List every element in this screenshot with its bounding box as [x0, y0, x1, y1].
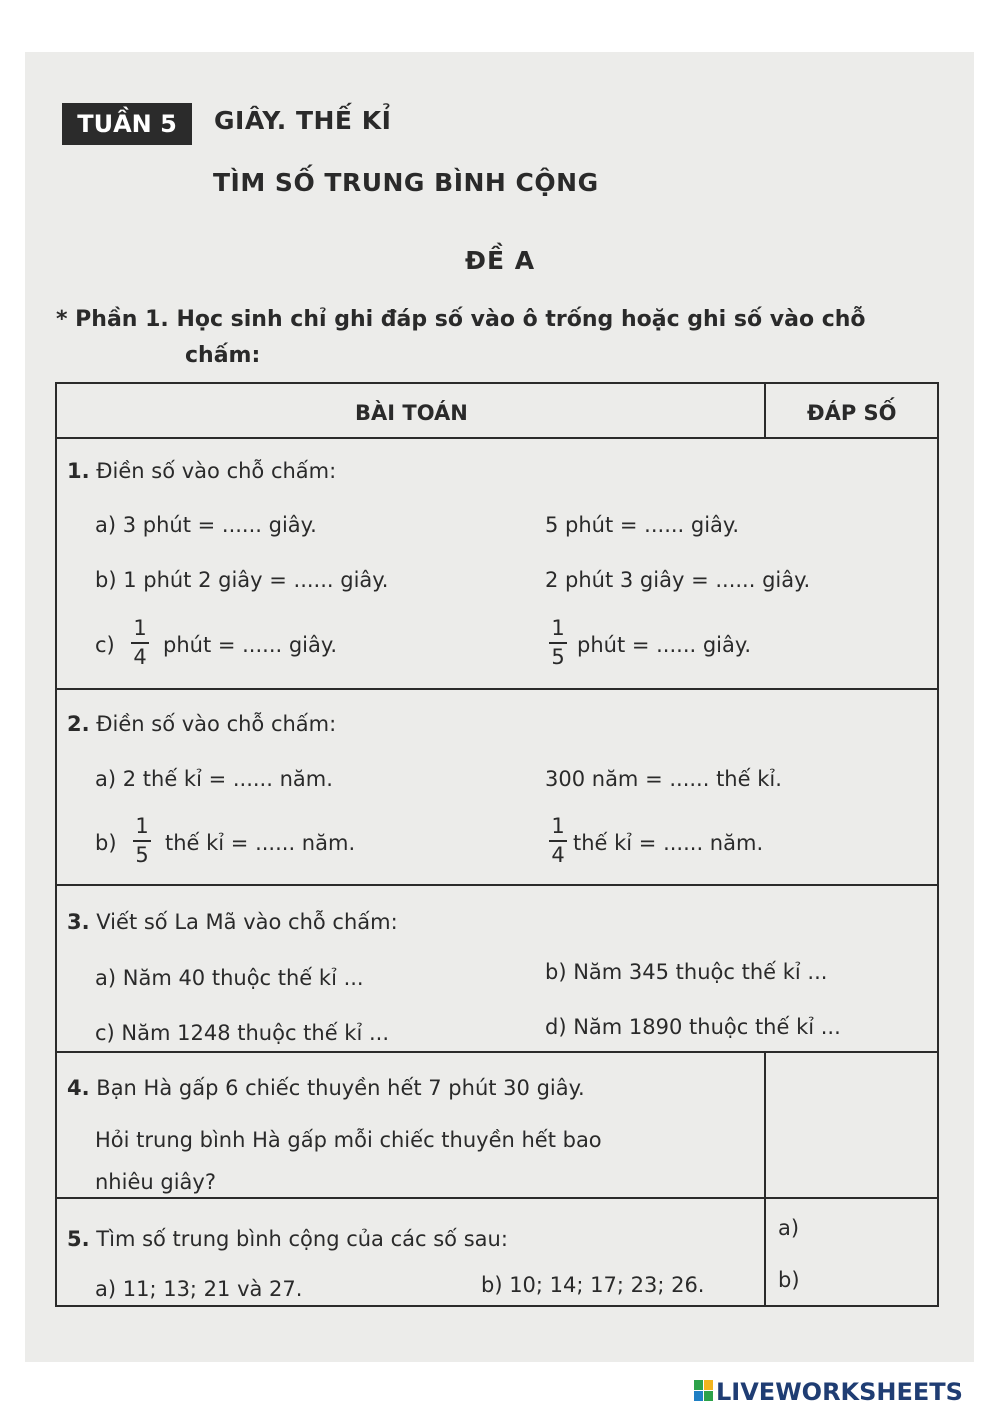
q5b: b) 10; 14; 17; 23; 26. [481, 1273, 705, 1297]
q4-line-3: nhiêu giây? [95, 1170, 216, 1194]
column-header-problem: BÀI TOÁN [355, 401, 468, 425]
q2b-fraction: 1 5 [131, 816, 153, 869]
q2-title: 2. Điền số vào chỗ chấm: [67, 712, 337, 736]
q2b-right-fraction: 1 4 [547, 816, 569, 869]
q2b-left-text: thế kỉ = ...... năm. [165, 831, 356, 855]
q1a-left: a) 3 phút = ...... giây. [95, 513, 317, 537]
q2b-label: b) [95, 831, 117, 855]
table-header-divider [57, 437, 937, 439]
q1c-right-fraction: 1 5 [547, 618, 569, 671]
answer-column-divider [764, 1051, 766, 1307]
column-header-answer: ĐÁP SỐ [807, 401, 897, 425]
q1c-fraction: 1 4 [129, 618, 151, 671]
q1-title: 1. Điền số vào chỗ chấm: [67, 459, 337, 483]
liveworksheets-logo-text: LIVEWORKSHEETS [716, 1378, 963, 1406]
part1-instruction: * Phần 1. Học sinh chỉ ghi đáp số vào ô trống hoặc ghi số vào chỗ [56, 307, 866, 332]
week-badge: TUẦN 5 [62, 103, 192, 145]
q1a-right: 5 phút = ...... giây. [545, 513, 740, 537]
q5-title: 5. Tìm số trung bình cộng của các số sau: [67, 1227, 508, 1251]
liveworksheets-logo-icon [694, 1380, 714, 1402]
q2b-right-text: thế kỉ = ...... năm. [573, 831, 764, 855]
row-divider-4 [57, 1197, 937, 1199]
q2a-right: 300 năm = ...... thế kỉ. [545, 767, 782, 791]
q1b-right: 2 phút 3 giây = ...... giây. [545, 568, 811, 592]
q1c-right-text: phút = ...... giây. [577, 633, 751, 657]
q5-answer-a[interactable]: a) [778, 1216, 800, 1240]
q1b-left: b) 1 phút 2 giây = ...... giây. [95, 568, 389, 592]
q5a: a) 11; 13; 21 và 27. [95, 1277, 303, 1301]
q3b: b) Năm 345 thuộc thế kỉ ... [545, 960, 828, 984]
q1c-label: c) [95, 633, 115, 657]
exercise-table [55, 382, 939, 1307]
q3d: d) Năm 1890 thuộc thế kỉ ... [545, 1015, 841, 1039]
part1-instruction-cont: chấm: [185, 343, 261, 368]
q4-line-1: 4. Bạn Hà gấp 6 chiếc thuyền hết 7 phút 30 giây. [67, 1076, 585, 1100]
row-divider-2 [57, 884, 937, 886]
liveworksheets-logo [694, 1378, 990, 1406]
q3-title: 3. Viết số La Mã vào chỗ chấm: [67, 910, 398, 934]
q3c: c) Năm 1248 thuộc thế kỉ ... [95, 1021, 389, 1045]
row-divider-1 [57, 688, 937, 690]
q3a: a) Năm 40 thuộc thế kỉ ... [95, 966, 364, 990]
title-line-1: GIÂY. THẾ KỈ [214, 106, 392, 135]
header-column-divider [764, 384, 766, 438]
q5-answer-b[interactable]: b) [778, 1268, 800, 1292]
exam-subtitle: ĐỀ A [465, 246, 536, 275]
q4-line-2: Hỏi trung bình Hà gấp mỗi chiếc thuyền hết bao [95, 1128, 602, 1152]
title-line-2: TÌM SỐ TRUNG BÌNH CỘNG [213, 168, 599, 197]
row-divider-3 [57, 1051, 937, 1053]
q2a-left: a) 2 thế kỉ = ...... năm. [95, 767, 333, 791]
q1c-left-text: phút = ...... giây. [163, 633, 337, 657]
